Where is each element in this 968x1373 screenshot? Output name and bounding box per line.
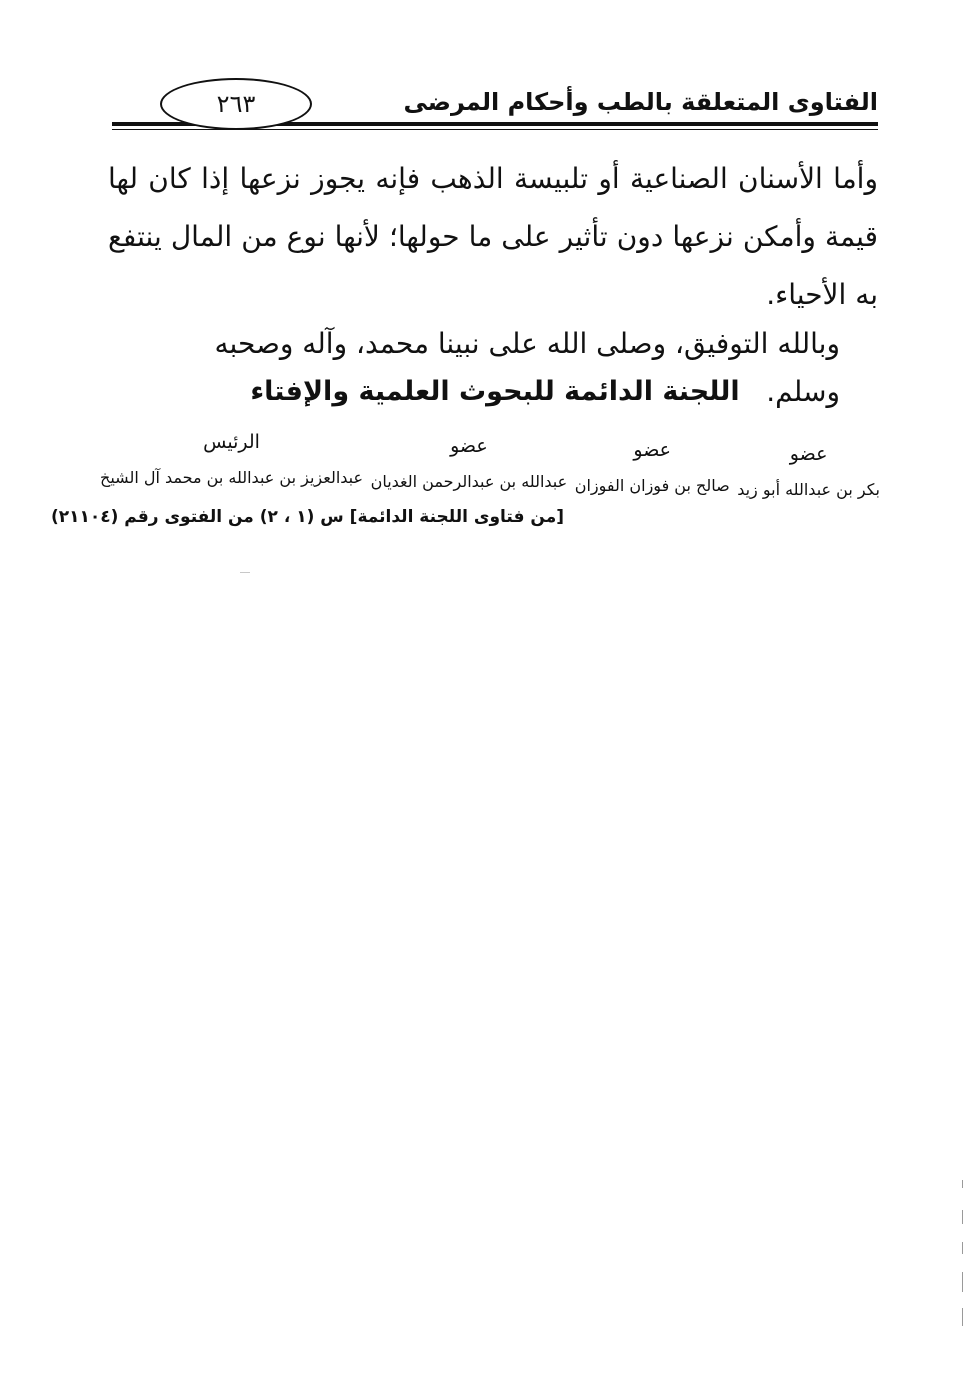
source-reference: [من فتاوى اللجنة الدائمة] س (١ ، ٢) من الفتوى رقم (٢١١٠٤)	[50, 507, 564, 527]
signatory-role: الرئيس	[203, 431, 260, 453]
committee-name: اللجنة الدائمة للبحوث العلمية والإفتاء	[250, 376, 740, 407]
signatory-role: عضو	[450, 435, 488, 457]
signatory-role: عضو	[789, 443, 828, 465]
signatory	[737, 440, 880, 502]
fatwa-paragraph: وأما الأسنان الصناعية أو تلبيسة الذهب فإنه يجوز نزعها إذا كان لها قيمة وأمكن نزعها دون تأثير على ما حولها؛ لأنها نوع من المال ينتفع به الأحياء.	[108, 162, 878, 311]
signatories	[100, 432, 880, 502]
signatory-name: بكر بن عبدالله أبو زيد	[737, 480, 880, 499]
signatory	[575, 436, 730, 502]
signatory-name: صالح بن فوزان الفوزان	[574, 476, 730, 495]
book-title: الفتاوى المتعلقة بالطب وأحكام المرضى	[403, 88, 878, 116]
signatory	[100, 428, 363, 502]
signatory-name: عبدالعزيز بن عبدالله بن محمد آل الشيخ	[100, 468, 364, 487]
signatory	[371, 432, 568, 502]
signatory-name: عبدالله بن عبدالرحمن الغديان	[370, 472, 568, 491]
page-number: ٢٦٣	[160, 78, 312, 130]
scan-edge-marks	[962, 1180, 964, 1340]
closing-line: وبالله التوفيق، وصلى الله على نبينا محمد، وآله وصحبه وسلم.	[214, 327, 840, 408]
scan-speck	[240, 572, 250, 573]
signatory-role: عضو	[633, 439, 672, 461]
